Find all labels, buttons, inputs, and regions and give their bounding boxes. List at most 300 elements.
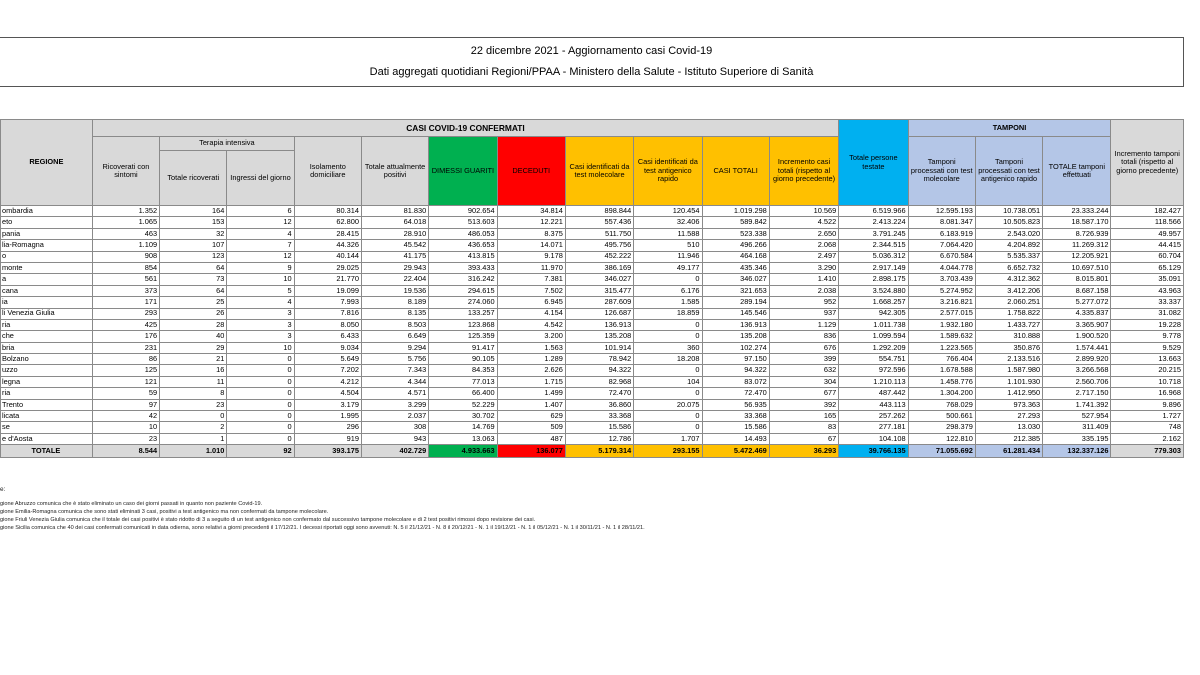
value-cell: 393.175 [294,445,361,458]
value-cell: 26 [160,308,227,319]
value-cell: 64 [160,262,227,273]
value-cell: 500.661 [908,411,975,422]
value-cell: 44.326 [294,240,361,251]
value-cell: 5 [227,285,294,296]
note-line: gione Sicilia comunica che 40 dei casi confermati comunicati in data odierna, sono relativi a giorni precedenti il 17/12/21. I decessi riportati oggi sono avvenuti: N. 5 il 21/12/21 - N. 8 il 20/12/21 - N. 1 il 19/12/21 - N. 1 il 05/12/21 - N. 1 il 30/11/21 - N. 1 il 28/11/21. [0,524,645,531]
value-cell: 10.738.051 [975,206,1042,217]
value-cell: 8.189 [361,297,428,308]
value-cell: 2.037 [361,411,428,422]
region-cell: li Venezia Giulia [1,308,93,319]
value-cell: 779.303 [1111,445,1184,458]
value-cell: 13.063 [429,433,497,444]
value-cell: 277.181 [839,422,908,433]
value-cell: 1.065 [92,217,159,228]
value-cell: 5.535.337 [975,251,1042,262]
value-cell: 2.577.015 [908,308,975,319]
col-header-tamponi-antigenico: Tamponi processati con test antigenico rapido [975,137,1042,206]
value-cell: 8.050 [294,319,361,330]
value-cell: 60.704 [1111,251,1184,262]
value-cell: 77.013 [429,376,497,387]
value-cell: 5.036.312 [839,251,908,262]
value-cell: 9.178 [497,251,565,262]
value-cell: 4.335.837 [1043,308,1111,319]
value-cell: 9.294 [361,342,428,353]
value-cell: 0 [634,319,702,330]
value-cell: 296 [294,422,361,433]
value-cell: 56.935 [702,399,769,410]
value-cell: 132.337.126 [1043,445,1111,458]
value-cell: 3.703.439 [908,274,975,285]
value-cell: 91.417 [429,342,497,353]
table-row [1,365,1184,376]
value-cell: 6.945 [497,297,565,308]
value-cell: 9.896 [1111,399,1184,410]
value-cell: 8.015.801 [1043,274,1111,285]
region-cell: ria [1,319,93,330]
value-cell: 6.670.584 [908,251,975,262]
col-header-casi-totali: CASI TOTALI [702,137,769,206]
value-cell: 3.524.880 [839,285,908,296]
value-cell: 164 [160,206,227,217]
value-cell: 61.281.434 [975,445,1042,458]
value-cell: 0 [227,354,294,365]
value-cell: 83 [769,422,838,433]
value-cell: 29 [160,342,227,353]
value-cell: 153 [160,217,227,228]
value-cell: 8.135 [361,308,428,319]
value-cell: 72.470 [702,388,769,399]
col-header-regione: REGIONE [1,120,93,206]
value-cell: 1.101.930 [975,376,1042,387]
value-cell: 182.427 [1111,206,1184,217]
value-cell: 73 [160,274,227,285]
value-cell: 676 [769,342,838,353]
value-cell: 293.155 [634,445,702,458]
value-cell: 1.410 [769,274,838,285]
group-header-casi: CASI COVID-19 CONFERMATI [92,120,838,137]
col-header-persone-testate: Totale persone testate [839,120,908,206]
value-cell: 8.503 [361,319,428,330]
value-cell: 2.413.224 [839,217,908,228]
value-cell: 3.365.907 [1043,319,1111,330]
col-header-casi-molecolare: Casi identificati da test molecolare [565,137,633,206]
value-cell: 2.162 [1111,433,1184,444]
value-cell: 1.011.738 [839,319,908,330]
value-cell: 554.751 [839,354,908,365]
value-cell: 766.404 [908,354,975,365]
value-cell: 402.729 [361,445,428,458]
value-cell: 937 [769,308,838,319]
value-cell: 464.168 [702,251,769,262]
value-cell: 0 [227,422,294,433]
value-cell: 21 [160,354,227,365]
col-header-ricoverati: Ricoverati con sintomi [92,137,159,206]
note-line: gione Friuli Venezia Giulia comunica che il totale dei casi positivi è stato ridotto di 3 a seguito di un test antigenico non confermato dal successivo tampone molecolare e di 2 test positivi rimossi dopo revisione dei casi. [0,516,536,523]
col-header-tamponi-totale: TOTALE tamponi effettuati [1043,137,1111,206]
value-cell: 0 [227,376,294,387]
value-cell: 32.406 [634,217,702,228]
value-cell: 4.044.778 [908,262,975,273]
value-cell: 5.756 [361,354,428,365]
region-cell: che [1,331,93,342]
table-row [1,285,1184,296]
value-cell: 1.585 [634,297,702,308]
value-cell: 274.060 [429,297,497,308]
value-cell: 118.566 [1111,217,1184,228]
value-cell: 13.663 [1111,354,1184,365]
value-cell: 0 [634,331,702,342]
value-cell: 316.242 [429,274,497,285]
value-cell: 3.216.821 [908,297,975,308]
value-cell: 4.312.362 [975,274,1042,285]
table-row [1,319,1184,330]
table-row [1,217,1184,228]
value-cell: 6.519.966 [839,206,908,217]
report-title: 22 dicembre 2021 - Aggiornamento casi Covid-19 [470,45,713,57]
value-cell: 373 [92,285,159,296]
value-cell: 10.569 [769,206,838,217]
value-cell: 510 [634,240,702,251]
region-cell: Bolzano [1,354,93,365]
value-cell: 1.433.727 [975,319,1042,330]
value-cell: 165 [769,411,838,422]
value-cell: 487.442 [839,388,908,399]
value-cell: 97.150 [702,354,769,365]
value-cell: 289.194 [702,297,769,308]
value-cell: 360 [634,342,702,353]
table-row [1,206,1184,217]
value-cell: 0 [634,422,702,433]
value-cell: 19.536 [361,285,428,296]
value-cell: 346.027 [702,274,769,285]
value-cell: 557.436 [565,217,633,228]
value-cell: 511.750 [565,228,633,239]
value-cell: 902.654 [429,206,497,217]
value-cell: 72.470 [565,388,633,399]
region-cell: pania [1,228,93,239]
value-cell: 3.200 [497,331,565,342]
region-cell: TOTALE [1,445,93,458]
value-cell: 36.860 [565,399,633,410]
value-cell: 29.025 [294,262,361,273]
group-header-tamponi: TAMPONI [908,120,1111,137]
value-cell: 10.697.510 [1043,262,1111,273]
table-row [1,354,1184,365]
table-row [1,388,1184,399]
value-cell: 3.266.568 [1043,365,1111,376]
value-cell: 12 [227,217,294,228]
value-cell: 0 [227,433,294,444]
value-cell: 65.129 [1111,262,1184,273]
value-cell: 13.030 [975,422,1042,433]
value-cell: 1.741.392 [1043,399,1111,410]
value-cell: 0 [227,411,294,422]
value-cell: 908 [92,251,159,262]
value-cell: 78.942 [565,354,633,365]
value-cell: 49.177 [634,262,702,273]
table-row [1,262,1184,273]
value-cell: 7 [227,240,294,251]
value-cell: 1.010 [160,445,227,458]
table-row [1,274,1184,285]
value-cell: 4.933.663 [429,445,497,458]
value-cell: 49.957 [1111,228,1184,239]
value-cell: 101.914 [565,342,633,353]
value-cell: 3 [227,331,294,342]
value-cell: 2.917.149 [839,262,908,273]
value-cell: 9.034 [294,342,361,353]
value-cell: 1.932.180 [908,319,975,330]
value-cell: 12.595.193 [908,206,975,217]
value-cell: 9.529 [1111,342,1184,353]
table-row [1,228,1184,239]
value-cell: 8.375 [497,228,565,239]
value-cell: 121 [92,376,159,387]
value-cell: 33.337 [1111,297,1184,308]
value-cell: 176 [92,331,159,342]
value-cell: 0 [227,388,294,399]
value-cell: 486.053 [429,228,497,239]
value-cell: 973.363 [975,399,1042,410]
value-cell: 62.800 [294,217,361,228]
value-cell: 67 [769,433,838,444]
table-row [1,399,1184,410]
value-cell: 1.715 [497,376,565,387]
value-cell: 23 [92,433,159,444]
value-cell: 0 [227,365,294,376]
value-cell: 3.290 [769,262,838,273]
value-cell: 33.368 [565,411,633,422]
value-cell: 2.344.515 [839,240,908,251]
value-cell: 443.113 [839,399,908,410]
value-cell: 8 [160,388,227,399]
table-row [1,251,1184,262]
region-cell: ombardia [1,206,93,217]
value-cell: 2.068 [769,240,838,251]
value-cell: 4.522 [769,217,838,228]
value-cell: 16.968 [1111,388,1184,399]
report-subtitle: Dati aggregati quotidiani Regioni/PPAA - Ministero della Salute - Istituto Superiore di Sanità [369,66,814,78]
value-cell: 513.603 [429,217,497,228]
value-cell: 8.687.158 [1043,285,1111,296]
value-cell: 34.814 [497,206,565,217]
value-cell: 40 [160,331,227,342]
table-total-row [1,445,1184,458]
notes-section [0,486,1100,533]
region-cell: eto [1,217,93,228]
value-cell: 952 [769,297,838,308]
value-cell: 102.274 [702,342,769,353]
value-cell: 972.596 [839,365,908,376]
region-cell: bria [1,342,93,353]
value-cell: 425 [92,319,159,330]
value-cell: 4 [227,228,294,239]
value-cell: 6.176 [634,285,702,296]
value-cell: 0 [634,411,702,422]
value-cell: 310.888 [975,331,1042,342]
value-cell: 28 [160,319,227,330]
value-cell: 19.228 [1111,319,1184,330]
value-cell: 632 [769,365,838,376]
value-cell: 1.587.980 [975,365,1042,376]
value-cell: 133.257 [429,308,497,319]
value-cell: 1.289 [497,354,565,365]
table-row [1,331,1184,342]
value-cell: 231 [92,342,159,353]
value-cell: 2.497 [769,251,838,262]
value-cell: 7.816 [294,308,361,319]
region-cell: Trento [1,399,93,410]
region-cell: monte [1,262,93,273]
value-cell: 7.993 [294,297,361,308]
value-cell: 1.574.441 [1043,342,1111,353]
value-cell: 10 [92,422,159,433]
value-cell: 2.543.020 [975,228,1042,239]
value-cell: 5.179.314 [565,445,633,458]
value-cell: 21.770 [294,274,361,285]
value-cell: 393.433 [429,262,497,273]
value-cell: 33.368 [702,411,769,422]
value-cell: 31.082 [1111,308,1184,319]
value-cell: 22.404 [361,274,428,285]
value-cell: 11 [160,376,227,387]
region-cell: e d'Aosta [1,433,93,444]
value-cell: 1.589.632 [908,331,975,342]
value-cell: 509 [497,422,565,433]
col-header-isolamento: Isolamento domiciliare [294,137,361,206]
region-cell: lia-Romagna [1,240,93,251]
value-cell: 1.019.298 [702,206,769,217]
value-cell: 82.968 [565,376,633,387]
table-row [1,342,1184,353]
value-cell: 2.898.175 [839,274,908,285]
value-cell: 14.071 [497,240,565,251]
value-cell: 3.791.245 [839,228,908,239]
value-cell: 1.668.257 [839,297,908,308]
value-cell: 35.091 [1111,274,1184,285]
value-cell: 94.322 [565,365,633,376]
value-cell: 19.099 [294,285,361,296]
value-cell: 1.900.520 [1043,331,1111,342]
value-cell: 5.274.952 [908,285,975,296]
value-cell: 25 [160,297,227,308]
value-cell: 30.702 [429,411,497,422]
value-cell: 311.409 [1043,422,1111,433]
value-cell: 3.412.206 [975,285,1042,296]
value-cell: 71.055.692 [908,445,975,458]
value-cell: 52.229 [429,399,497,410]
value-cell: 7.502 [497,285,565,296]
value-cell: 104.108 [839,433,908,444]
value-cell: 12.205.921 [1043,251,1111,262]
value-cell: 392 [769,399,838,410]
value-cell: 0 [634,388,702,399]
region-cell: ria [1,388,93,399]
value-cell: 413.815 [429,251,497,262]
value-cell: 136.913 [565,319,633,330]
value-cell: 107 [160,240,227,251]
value-cell: 293 [92,308,159,319]
region-cell: o [1,251,93,262]
value-cell: 0 [634,365,702,376]
value-cell: 45.542 [361,240,428,251]
value-cell: 5.649 [294,354,361,365]
value-cell: 898.844 [565,206,633,217]
value-cell: 23.333.244 [1043,206,1111,217]
value-cell: 40.144 [294,251,361,262]
value-cell: 315.477 [565,285,633,296]
value-cell: 11.588 [634,228,702,239]
value-cell: 32 [160,228,227,239]
value-cell: 212.385 [975,433,1042,444]
value-cell: 6.652.732 [975,262,1042,273]
value-cell: 8.726.939 [1043,228,1111,239]
col-header-deceduti: DECEDUTI [497,137,565,206]
value-cell: 1.352 [92,206,159,217]
table-body [1,206,1184,458]
value-cell: 66.400 [429,388,497,399]
value-cell: 2 [160,422,227,433]
value-cell: 3 [227,319,294,330]
col-header-totale-ricoverati: Totale ricoverati [160,151,227,206]
value-cell: 120.454 [634,206,702,217]
value-cell: 919 [294,433,361,444]
value-cell: 386.169 [565,262,633,273]
value-cell: 4.204.892 [975,240,1042,251]
value-cell: 14.493 [702,433,769,444]
note-line: gione Abruzzo comunica che è stato eliminato un caso dei giorni passati in quanto non paziente Covid-19. [0,500,263,507]
value-cell: 294.615 [429,285,497,296]
table-row [1,411,1184,422]
value-cell: 81.830 [361,206,428,217]
value-cell: 59 [92,388,159,399]
col-header-tamponi-molecolare: Tamponi processati con test molecolare [908,137,975,206]
value-cell: 8.544 [92,445,159,458]
value-cell: 90.105 [429,354,497,365]
value-cell: 308 [361,422,428,433]
value-cell: 64 [160,285,227,296]
value-cell: 4.571 [361,388,428,399]
value-cell: 125 [92,365,159,376]
value-cell: 97 [92,399,159,410]
value-cell: 6.183.919 [908,228,975,239]
value-cell: 39.766.135 [839,445,908,458]
covid-data-table [0,119,1184,458]
region-cell: se [1,422,93,433]
value-cell: 523.338 [702,228,769,239]
value-cell: 94.322 [702,365,769,376]
value-cell: 123.868 [429,319,497,330]
col-header-ingressi: Ingressi del giorno [227,151,294,206]
value-cell: 436.653 [429,240,497,251]
value-cell: 4.542 [497,319,565,330]
value-cell: 5.277.072 [1043,297,1111,308]
value-cell: 399 [769,354,838,365]
col-header-casi-antigenico: Casi identificati da test antigenico rapido [634,137,702,206]
value-cell: 23 [160,399,227,410]
value-cell: 321.653 [702,285,769,296]
value-cell: 92 [227,445,294,458]
value-cell: 4.504 [294,388,361,399]
region-cell: legna [1,376,93,387]
value-cell: 136.077 [497,445,565,458]
value-cell: 2.133.516 [975,354,1042,365]
value-cell: 6.433 [294,331,361,342]
value-cell: 29.943 [361,262,428,273]
value-cell: 11.970 [497,262,565,273]
value-cell: 5.472.469 [702,445,769,458]
value-cell: 629 [497,411,565,422]
